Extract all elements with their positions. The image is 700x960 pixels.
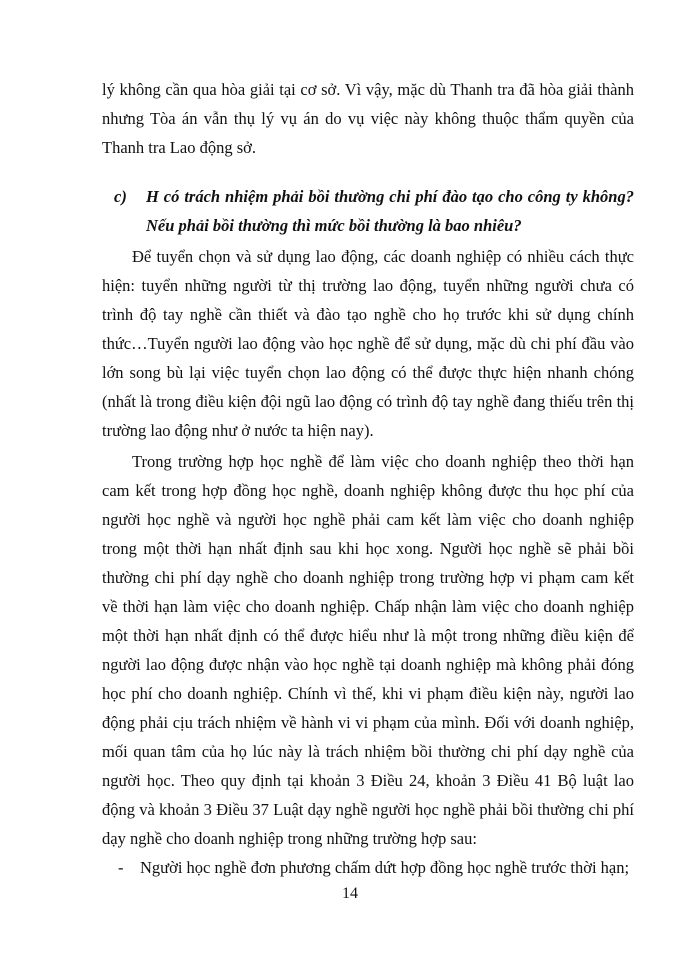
bullet-item-1 [102,853,634,882]
section-heading [102,182,634,240]
body-paragraph-1: Để tuyển chọn và sử dụng lao động, các doanh nghiệp có nhiều cách thực hiện: tuyển những người từ thị trường lao động, tuyển những người chưa có trình độ tay nghề cần thiết và đào tạo nghề cho họ trước khi sử dụng chính thức…Tuyển người lao động vào học nghề để sử dụng, mặc dù chi phí đầu vào lớn song bù lại việc tuyển chọn lao động có thể được thực hiện nhanh chóng (nhất là trong điều kiện đội ngũ lao động có trình độ tay nghề đang thiếu trên thị trường lao động như ở nước ta hiện nay). [102,247,634,440]
bullet-text: Người học nghề đơn phương chấm dứt hợp đồng học nghề trước thời hạn; [140,858,630,877]
intro-paragraph: lý không cần qua hòa giải tại cơ sở. Vì vậy, mặc dù Thanh tra đã hòa giải thành nhưng Tòa án vẫn thụ lý vụ án do vụ việc này không thuộc thẩm quyền của Thanh tra Lao động sở. [102,80,634,157]
bullet-dash: - [118,858,124,877]
page-body [102,75,634,882]
body-paragraph-2: Trong trường hợp học nghề để làm việc cho doanh nghiệp theo thời hạn cam kết trong hợp đồng học nghề, doanh nghiệp không được thu học phí của người học nghề và người học nghề phải cam kết làm việc cho doanh nghiệp trong một thời hạn nhất định sau khi học xong. Người học nghề sẽ phải bồi thường chi phí dạy nghề cho doanh nghiệp trong trường hợp vi phạm cam kết về thời hạn làm việc cho doanh nghiệp. Chấp nhận làm việc cho doanh nghiệp một thời hạn nhất định có thể được hiểu như là một trong những điều kiện để người lao động được nhận vào học nghề tại doanh nghiệp mà không phải đóng học phí cho doanh nghiệp. Chính vì thế, khi vi phạm điều kiện này, người lao động phải cịu trách nhiệm về hành vi vi phạm của mình. Đối với doanh nghiệp, mối quan tâm của họ lúc này là trách nhiệm bồi thường chi phí dạy nghề của người học. Theo quy định tại khoản 3 Điều 24, khoản 3 Điều 41 Bộ luật lao động và khoản 3 Điều 37 Luật dạy nghề người học nghề phải bồi thường chi phí dạy nghề cho doanh nghiệp trong những trường hợp sau: [102,452,634,848]
section-heading-text: H có trách nhiệm phải bồi thường chi phí đào tạo cho công ty không? Nếu phải bồi thường thì mức bồi thường là bao nhiêu? [146,187,634,235]
page-number: 14 [342,885,358,902]
section-heading-marker: c) [114,187,127,206]
